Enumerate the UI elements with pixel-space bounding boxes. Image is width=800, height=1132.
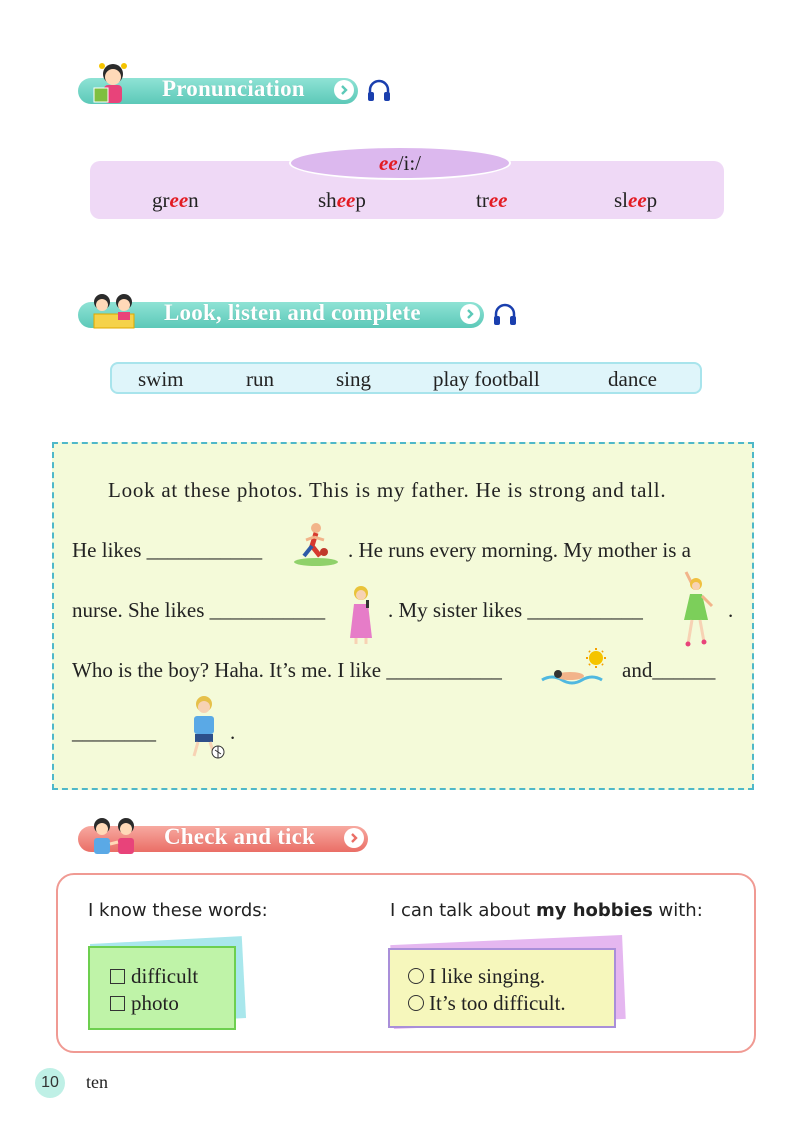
page-number: 10 <box>35 1068 65 1098</box>
pron-word-green: green <box>152 188 199 212</box>
checkbox-icon[interactable] <box>110 996 125 1011</box>
word-check-photo[interactable]: photo <box>110 991 179 1016</box>
passage-line: He likes ___________ <box>72 538 263 562</box>
dancing-girl-icon <box>676 570 716 650</box>
passage-line: . <box>728 598 734 622</box>
children-pointing-icon <box>86 816 144 856</box>
singing-woman-icon <box>346 584 376 646</box>
next-arrow-icon <box>344 828 364 848</box>
headphones-icon[interactable] <box>492 302 518 328</box>
phoneme-letters: ee <box>379 150 398 175</box>
girl-with-book-icon <box>92 60 134 106</box>
passage-line: Who is the boy? Haha. It’s me. I like ___________ <box>72 658 502 682</box>
look-listen-title: Look, listen and complete <box>164 300 421 325</box>
pronunciation-title: Pronunciation <box>162 76 305 101</box>
pron-word-tree: tree <box>476 188 508 212</box>
passage-line: and______ <box>622 658 716 682</box>
next-arrow-icon <box>334 80 354 100</box>
sentence-check-singing[interactable]: I like singing. <box>408 964 545 989</box>
passage-line: nurse. She likes ___________ <box>72 598 326 622</box>
words-heading: I know these words: <box>88 900 268 921</box>
phoneme-label <box>289 146 511 180</box>
passage-line: . He runs every morning. My mother is a <box>348 538 691 562</box>
word-bank-item: sing <box>336 367 372 391</box>
sentence-check-difficult[interactable]: It’s too difficult. <box>408 991 566 1016</box>
word-check-difficult[interactable]: difficult <box>110 964 198 989</box>
pron-word-sheep: sheep <box>318 188 366 212</box>
word-bank-item: dance <box>608 367 657 391</box>
passage-line: . My sister likes ___________ <box>388 598 643 622</box>
children-reading-icon <box>88 292 140 332</box>
passage-line: . <box>230 720 236 744</box>
passage-line: ________ <box>72 720 156 744</box>
word-bank-item: play football <box>433 367 540 391</box>
word-bank-item: swim <box>138 367 184 391</box>
radio-circle-icon[interactable] <box>408 968 424 984</box>
running-man-icon <box>290 522 342 568</box>
talk-heading: I can talk about my hobbies with: <box>390 900 703 921</box>
next-arrow-icon <box>460 304 480 324</box>
swimming-boy-icon <box>540 648 612 690</box>
check-tick-header <box>78 822 378 852</box>
headphones-icon[interactable] <box>366 78 392 104</box>
look-listen-header <box>78 298 528 328</box>
football-boy-icon <box>180 694 228 760</box>
pronunciation-header <box>78 74 398 104</box>
word-bank-item: run <box>246 367 274 391</box>
phoneme-ipa: /i:/ <box>397 150 421 175</box>
passage-line: Look at these photos. This is my father. He is strong and tall. <box>108 478 667 502</box>
pron-word-sleep: sleep <box>614 188 658 212</box>
page-word: ten <box>86 1072 108 1092</box>
check-tick-title: Check and tick <box>164 824 316 849</box>
radio-circle-icon[interactable] <box>408 995 424 1011</box>
checkbox-icon[interactable] <box>110 969 125 984</box>
